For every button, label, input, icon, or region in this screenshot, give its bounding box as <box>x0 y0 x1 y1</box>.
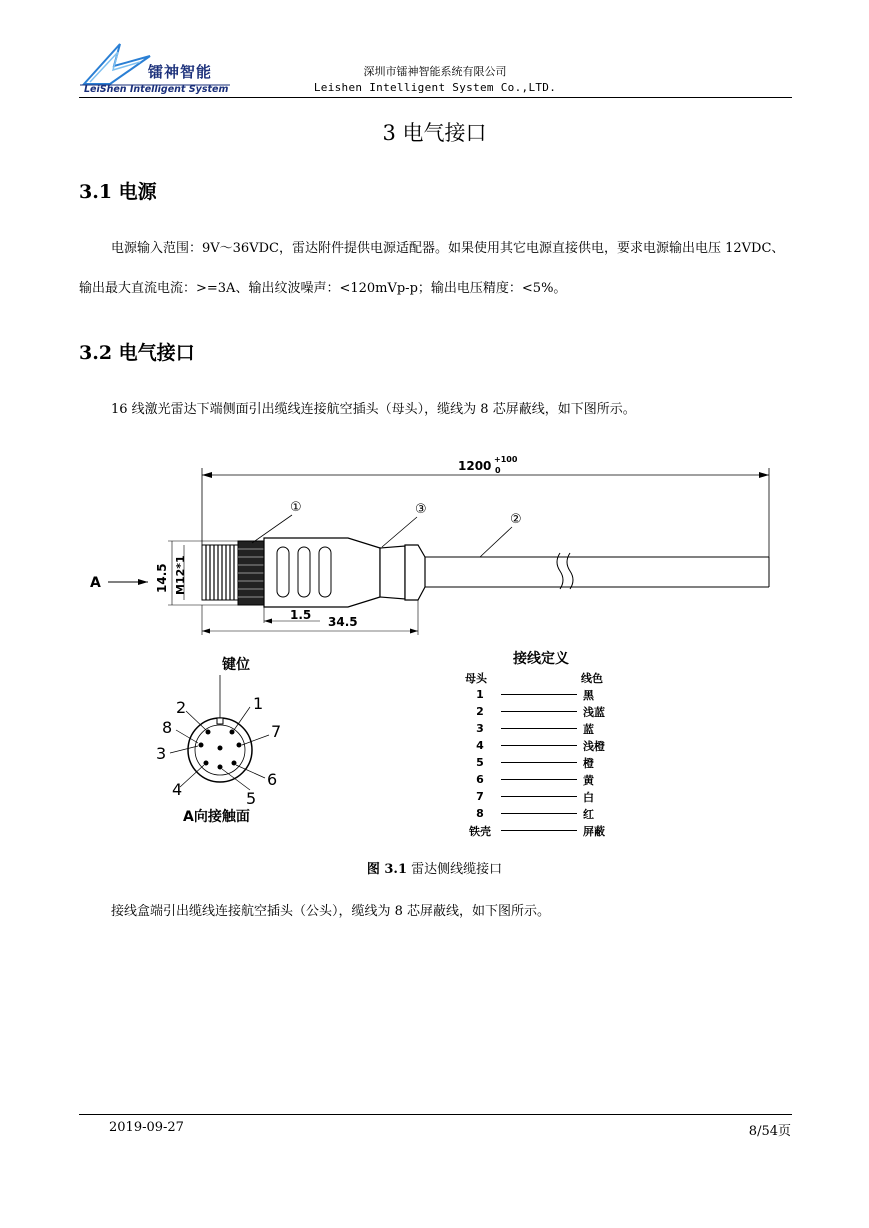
callout-2: ② <box>510 512 522 527</box>
figure-caption <box>0 858 869 877</box>
pin-label-2: 2 <box>176 698 187 717</box>
height-dim-label: 14.5 <box>155 563 169 593</box>
callout-3: ③ <box>415 502 427 517</box>
wiring-line <box>501 745 577 746</box>
chapter-title: 3 电气接口 <box>382 121 487 145</box>
pin-label-4: 4 <box>172 780 183 799</box>
wiring-line <box>501 762 577 763</box>
wiring-color: 屏蔽 <box>583 824 605 838</box>
wiring-line <box>501 813 577 814</box>
wiring-pin: 4 <box>476 739 484 752</box>
wiring-pin: 8 <box>476 807 484 820</box>
wiring-line <box>501 830 577 831</box>
wiring-row <box>465 788 615 805</box>
wiring-row <box>465 771 615 788</box>
wiring-color: 浅橙 <box>583 739 605 753</box>
wiring-row <box>465 720 615 737</box>
power-paragraph: 电源输入范围：9V～36VDC，雷达附件提供电源适配器。如果使用其它电源直接供电，要求电源输出电压 12VDC、输出最大直流电流：>=3A、输出纹波噪声：<120mVp-p；输出电压精度：<5%。 <box>79 241 785 296</box>
electrical-paragraph: 16 线激光雷达下端侧面引出缆线连接航空插头（母头），缆线为 8 芯屏蔽线，如下图所示。 <box>111 402 636 417</box>
wiring-line <box>501 796 577 797</box>
wiring-pin: 2 <box>476 705 484 718</box>
length-tol-lower: 0 <box>495 466 501 475</box>
callout-1: ① <box>290 500 302 515</box>
pin-label-5: 5 <box>246 789 257 808</box>
wiring-pin: 铁壳 <box>469 824 491 838</box>
wiring-color: 浅蓝 <box>583 705 605 719</box>
wiring-pin: 1 <box>476 688 484 701</box>
wiring-pin: 3 <box>476 722 484 735</box>
wiring-row <box>465 754 615 771</box>
wiring-table <box>465 648 615 839</box>
logo-english-text: LeiShen Intelligent System <box>84 84 229 95</box>
figure-caption-text: 雷达侧线缆接口 <box>411 862 503 877</box>
wiring-row <box>465 822 615 839</box>
section-title-power: 3.1 电源 <box>79 181 157 203</box>
wiring-rows <box>465 686 615 839</box>
body-length-dim-label: 34.5 <box>328 615 358 629</box>
wiring-line <box>501 779 577 780</box>
face-label: A向接触面 <box>183 809 250 825</box>
wiring-col-color: 线色 <box>581 672 603 685</box>
wiring-pin: 7 <box>476 790 484 803</box>
company-name-en: Leishen Intelligent System Co.,LTD. <box>313 81 557 94</box>
thread-dim-label: M12*1 <box>174 555 187 595</box>
short-dim-label: 1.5 <box>290 608 312 622</box>
pin-label-6: 6 <box>267 770 278 789</box>
logo-chinese-text: 镭神智能 <box>148 63 213 81</box>
wiring-title: 接线定义 <box>513 651 569 667</box>
wiring-color: 红 <box>583 807 594 821</box>
wiring-color: 黑 <box>583 688 594 702</box>
wiring-color: 白 <box>583 790 594 804</box>
wiring-line <box>501 728 577 729</box>
length-dim-label: 1200 <box>458 459 492 473</box>
header-divider <box>79 97 792 98</box>
wiring-header-row <box>465 670 615 686</box>
wiring-col-pin: 母头 <box>465 672 487 685</box>
cable-connector-figure <box>80 445 790 845</box>
wiring-line <box>501 711 577 712</box>
wiring-row <box>465 737 615 754</box>
wiring-pin: 5 <box>476 756 484 769</box>
length-tol-upper: +100 <box>494 455 518 464</box>
wiring-row <box>465 686 615 703</box>
wiring-color: 黄 <box>583 773 594 787</box>
wiring-row <box>465 703 615 720</box>
wiring-color: 橙 <box>583 756 594 770</box>
key-label: 键位 <box>222 657 250 673</box>
figure-number: 图 3.1 <box>366 862 407 877</box>
view-a-label: A <box>90 575 101 591</box>
pin-label-8: 8 <box>162 718 173 737</box>
pin-label-3: 3 <box>156 744 167 763</box>
section-title-electrical: 3.2 电气接口 <box>79 342 195 364</box>
wiring-pin: 6 <box>476 773 484 786</box>
footer-divider <box>79 1114 792 1115</box>
pin-label-1: 1 <box>253 694 264 713</box>
junction-box-paragraph: 接线盒端引出缆线连接航空插头（公头），缆线为 8 芯屏蔽线，如下图所示。 <box>111 904 551 919</box>
wiring-row <box>465 805 615 822</box>
pin-label-7: 7 <box>271 722 282 741</box>
wiring-color: 蓝 <box>583 722 594 736</box>
footer-date: 2019-09-27 <box>109 1120 184 1135</box>
footer-page-number: 8/54页 <box>748 1124 791 1139</box>
company-name-cn: 深圳市镭神智能系统有限公司 <box>363 65 507 78</box>
wiring-line <box>501 694 577 695</box>
